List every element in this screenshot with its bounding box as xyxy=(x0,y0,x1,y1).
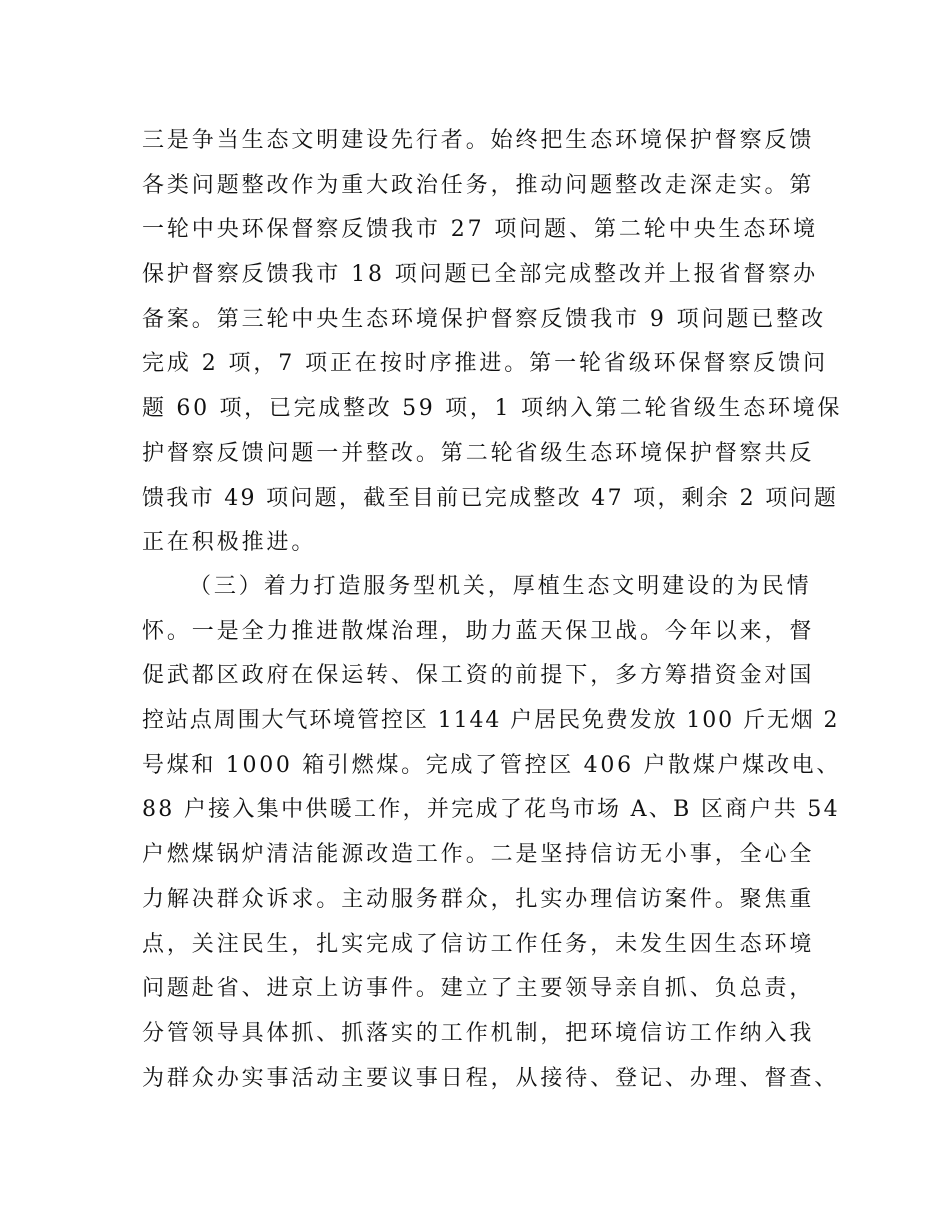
text-line: 各类问题整改作为重大政治任务，推动问题整改走深走实。第 xyxy=(142,172,815,198)
text-line: 为群众办实事活动主要议事日程，从接待、登记、办理、督查、 xyxy=(142,1065,840,1091)
text-line: 保护督察反馈我市 18 项问题已全部完成整改并上报省督察办 xyxy=(142,262,819,288)
text-line: 备案。第三轮中央生态环境保护督察反馈我市 9 项问题已整改 xyxy=(142,306,827,332)
text-line: 分管领导具体抓、抓落实的工作机制，把环境信访工作纳入我 xyxy=(142,1020,815,1046)
text-line: 怀。一是全力推进散煤治理，助力蓝天保卫战。今年以来，督 xyxy=(142,618,815,644)
paragraph-service-agency xyxy=(142,565,842,1101)
text-line: 馈我市 49 项问题，截至目前已完成整改 47 项，剩余 2 项问题 xyxy=(142,485,839,511)
text-line: 护督察反馈问题一并整改。第二轮省级生态环境保护督察共反 xyxy=(142,440,815,466)
text-line: 正在积极推进。 xyxy=(142,530,317,556)
text-line: 一轮中央环保督察反馈我市 27 项问题、第二轮中央生态环境 xyxy=(142,217,819,243)
text-line: 促武都区政府在保运转、保工资的前提下，多方筹措资金对国 xyxy=(142,663,815,689)
text-line: 88 户接入集中供暖工作，并完成了花鸟市场 A、B 区商户共 54 xyxy=(142,797,840,823)
section-heading-line: （三）着力打造服务型机关，厚植生态文明建设的为民情 xyxy=(189,574,812,599)
paragraph-rectification xyxy=(142,119,842,566)
text-line: 号煤和 1000 箱引燃煤。完成了管控区 406 户散煤户煤改电、 xyxy=(142,752,842,778)
text-line: 力解决群众诉求。主动服务群众，扎实办理信访案件。聚焦重 xyxy=(142,886,815,912)
text-line: 完成 2 项，7 项正在按时序推进。第一轮省级环保督察反馈问 xyxy=(142,351,828,377)
text-line: 题 60 项，已完成整改 59 项，1 项纳入第二轮省级生态环境保 xyxy=(142,396,843,422)
text-line: 问题赴省、进京上访事件。建立了主要领导亲自抓、负总责， xyxy=(142,976,815,1002)
text-line: 户燃煤锅炉清洁能源改造工作。二是坚持信访无小事，全心全 xyxy=(142,842,815,868)
text-line: 控站点周围大气环境管控区 1144 户居民免费发放 100 斤无烟 2 xyxy=(142,708,840,734)
text-line: 三是争当生态文明建设先行者。始终把生态环境保护督察反馈 xyxy=(142,128,815,153)
text-line: 点，关注民生，扎实完成了信访工作任务，未发生因生态环境 xyxy=(142,931,815,957)
